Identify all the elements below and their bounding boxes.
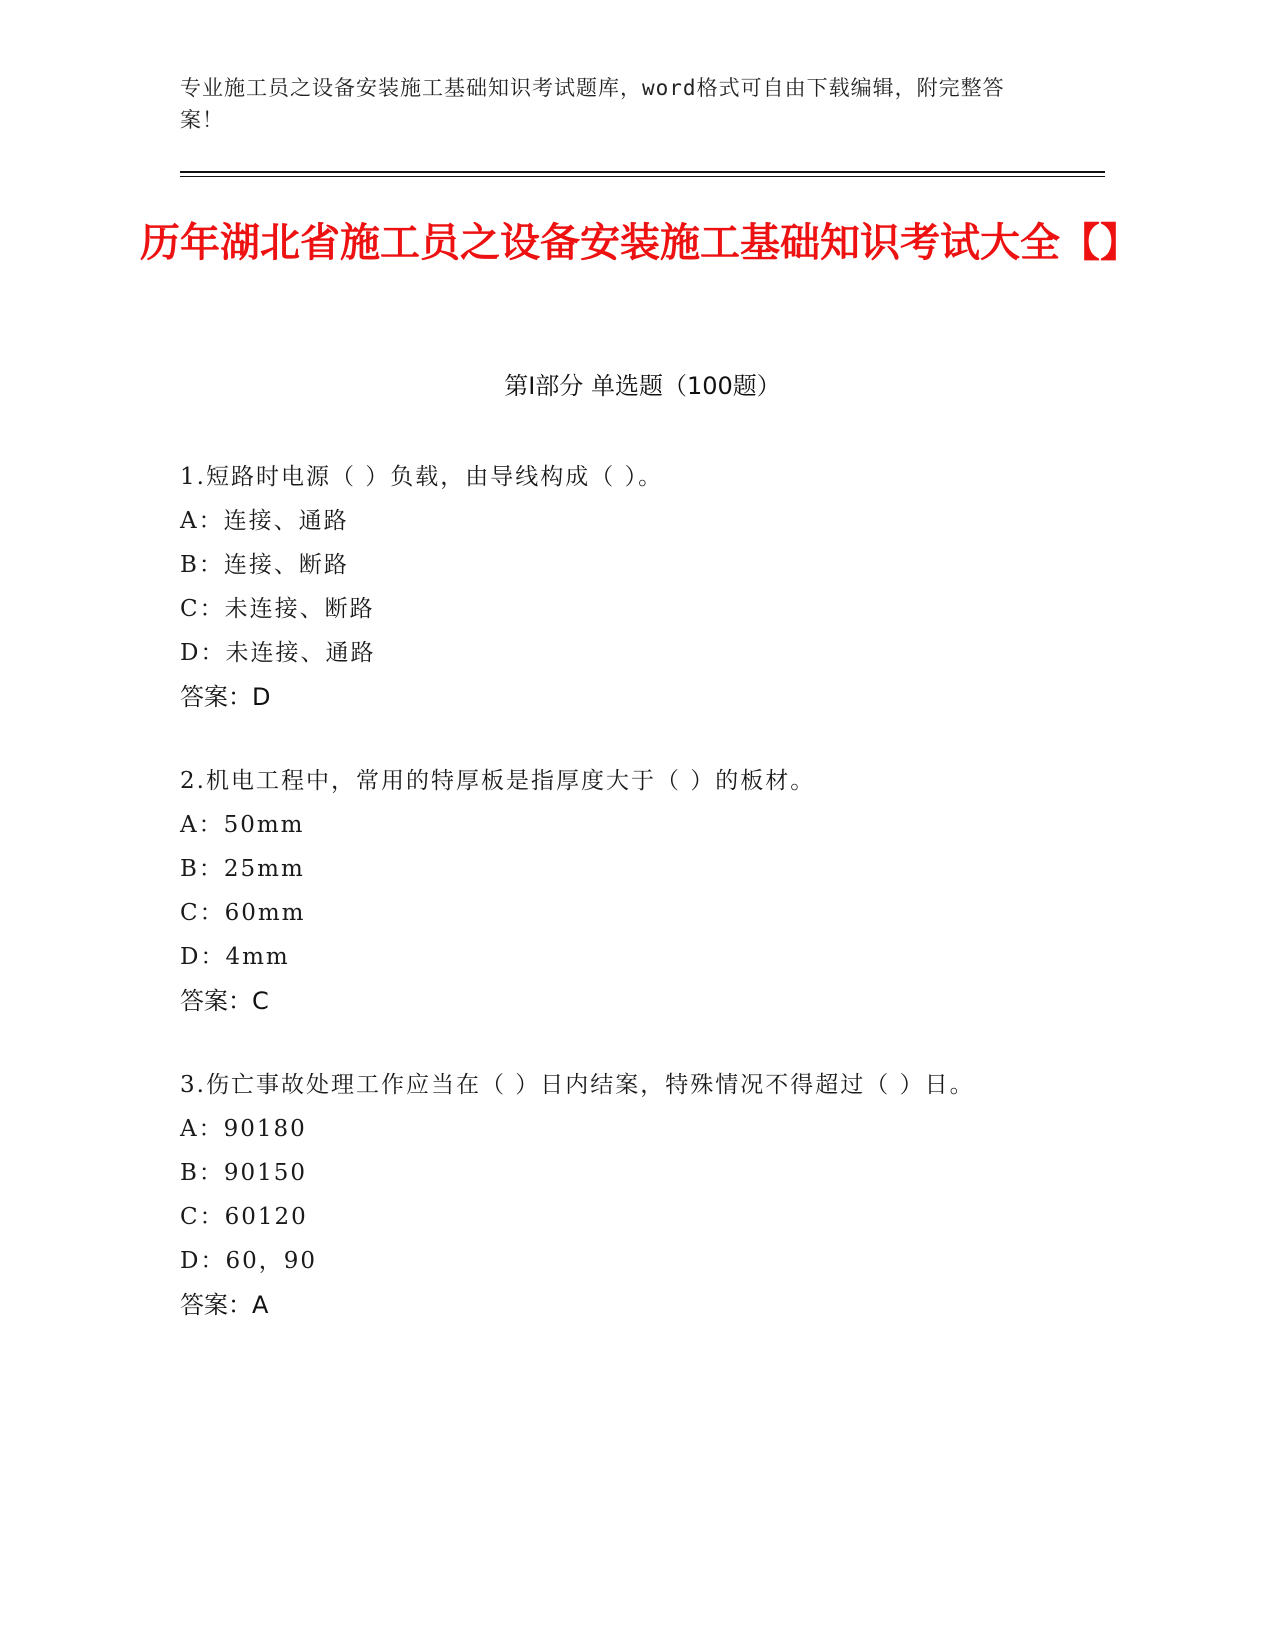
question-list bbox=[180, 455, 1060, 1367]
option-c: C：未连接、断路 bbox=[180, 596, 375, 622]
question-item bbox=[180, 1063, 1060, 1327]
option-a: A：50mm bbox=[180, 812, 305, 838]
section-heading: 第Ⅰ部分 单选题（100题） bbox=[504, 372, 781, 400]
document-title: 历年湖北省施工员之设备安装施工基础知识考试大全【】 bbox=[140, 220, 1140, 266]
question-item bbox=[180, 455, 1060, 719]
option-b: B：25mm bbox=[180, 856, 305, 882]
option-d: D：60，90 bbox=[180, 1248, 317, 1274]
question-stem: 2.机电工程中，常用的特厚板是指厚度大于（ ）的板材。 bbox=[180, 768, 816, 794]
question-stem: 3.伤亡事故处理工作应当在（ ）日内结案，特殊情况不得超过（ ）日。 bbox=[180, 1072, 975, 1098]
answer-line: 答案：A bbox=[180, 1291, 269, 1319]
question-stem: 1.短路时电源（ ）负载，由导线构成（ ）。 bbox=[180, 464, 664, 490]
header-rule-thin bbox=[180, 176, 1105, 177]
header-rule-thick bbox=[180, 171, 1105, 173]
option-d: D：未连接、通路 bbox=[180, 640, 376, 666]
answer-line: 答案：D bbox=[180, 683, 271, 711]
option-c: C：60mm bbox=[180, 900, 306, 926]
option-b: B：90150 bbox=[180, 1160, 308, 1186]
header-note: 专业施工员之设备安装施工基础知识考试题库，word格式可自由下载编辑，附完整答案！ bbox=[180, 76, 1005, 132]
question-item bbox=[180, 759, 1060, 1023]
option-a: A：连接、通路 bbox=[180, 508, 349, 534]
option-c: C：60120 bbox=[180, 1204, 308, 1230]
answer-line: 答案：C bbox=[180, 987, 269, 1015]
option-b: B：连接、断路 bbox=[180, 552, 349, 578]
option-d: D：4mm bbox=[180, 944, 290, 970]
option-a: A：90180 bbox=[180, 1116, 307, 1142]
